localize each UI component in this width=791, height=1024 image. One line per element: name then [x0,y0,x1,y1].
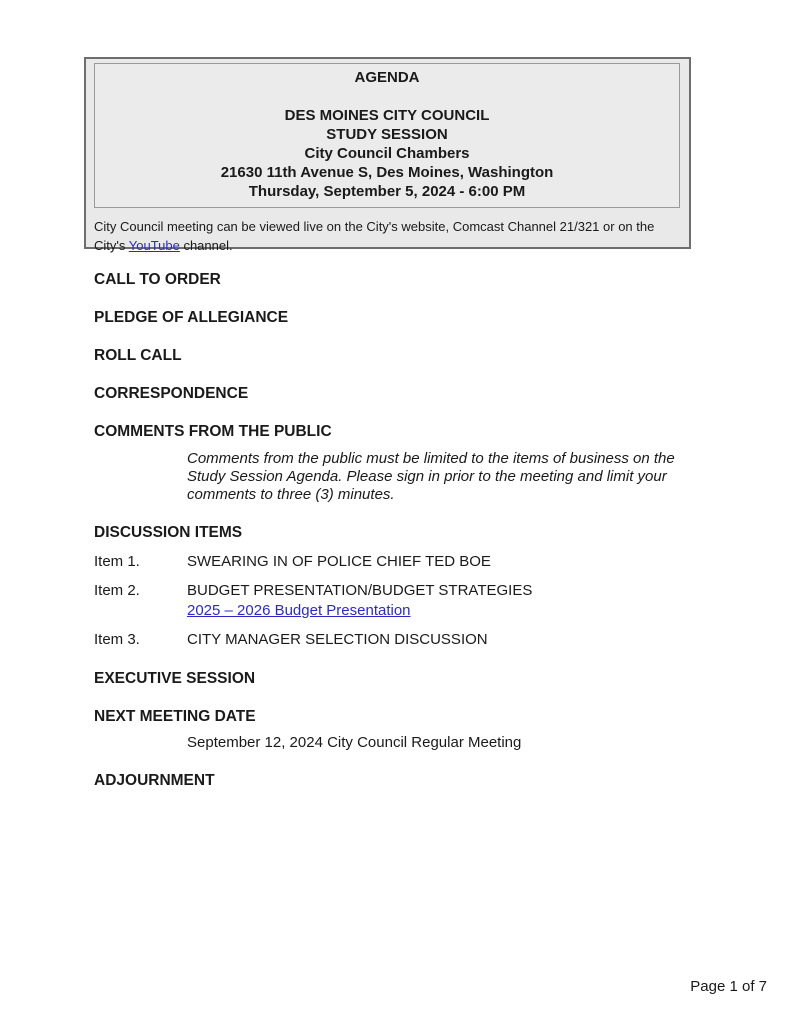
agenda-header-box [84,57,691,253]
page-number: Page 1 of 7 [690,978,767,995]
viewing-note-before: City Council meeting can be viewed live on the City's website, Comcast Channel 21/321 or on the City's [94,219,655,253]
item-title: CITY MANAGER SELECTION DISCUSSION [187,631,488,648]
next-meeting-date-text: September 12, 2024 City Council Regular Meeting [187,734,522,751]
section-correspondence: CORRESPONDENCE [94,385,249,402]
agenda-item-2-attachment [187,602,700,620]
youtube-link[interactable]: YouTube [128,238,180,253]
item-title: BUDGET PRESENTATION/BUDGET STRATEGIES [187,582,533,599]
item-label: Item 2. [94,582,140,599]
agenda-body [94,271,700,790]
public-comments-note: Comments from the public must be limited to the items of business on the Study Session Agenda. Please sign in prior to the meeting and limit your comments to three (3) minutes. [187,450,675,503]
council-name: DES MOINES CITY COUNCIL [284,107,490,124]
meeting-address: 21630 11th Avenue S, Des Moines, Washington [220,164,554,181]
agenda-item-1 [94,553,700,571]
section-adjournment: ADJOURNMENT [94,772,215,789]
meeting-datetime: Thursday, September 5, 2024 - 6:00 PM [248,183,526,200]
section-pledge-of-allegiance: PLEDGE OF ALLEGIANCE [94,309,289,326]
item-label: Item 1. [94,553,140,570]
meeting-location: City Council Chambers [304,145,470,162]
agenda-title: AGENDA [354,69,420,86]
budget-presentation-link[interactable]: 2025 – 2026 Budget Presentation [187,602,411,619]
item-label: Item 3. [94,631,140,648]
section-executive-session: EXECUTIVE SESSION [94,670,256,687]
spacer [95,87,679,106]
agenda-title-block [94,63,680,208]
item-title: SWEARING IN OF POLICE CHIEF TED BOE [187,553,491,570]
agenda-item-3 [94,631,700,649]
section-next-meeting-date: NEXT MEETING DATE [94,708,256,725]
agenda-item-2 [94,582,700,600]
section-call-to-order: CALL TO ORDER [94,271,221,288]
viewing-note-after: channel. [179,238,233,253]
section-roll-call: ROLL CALL [94,347,182,364]
section-discussion-items: DISCUSSION ITEMS [94,524,243,541]
viewing-note [94,217,680,255]
session-type: STUDY SESSION [326,126,448,143]
section-comments-from-public: COMMENTS FROM THE PUBLIC [94,423,332,440]
